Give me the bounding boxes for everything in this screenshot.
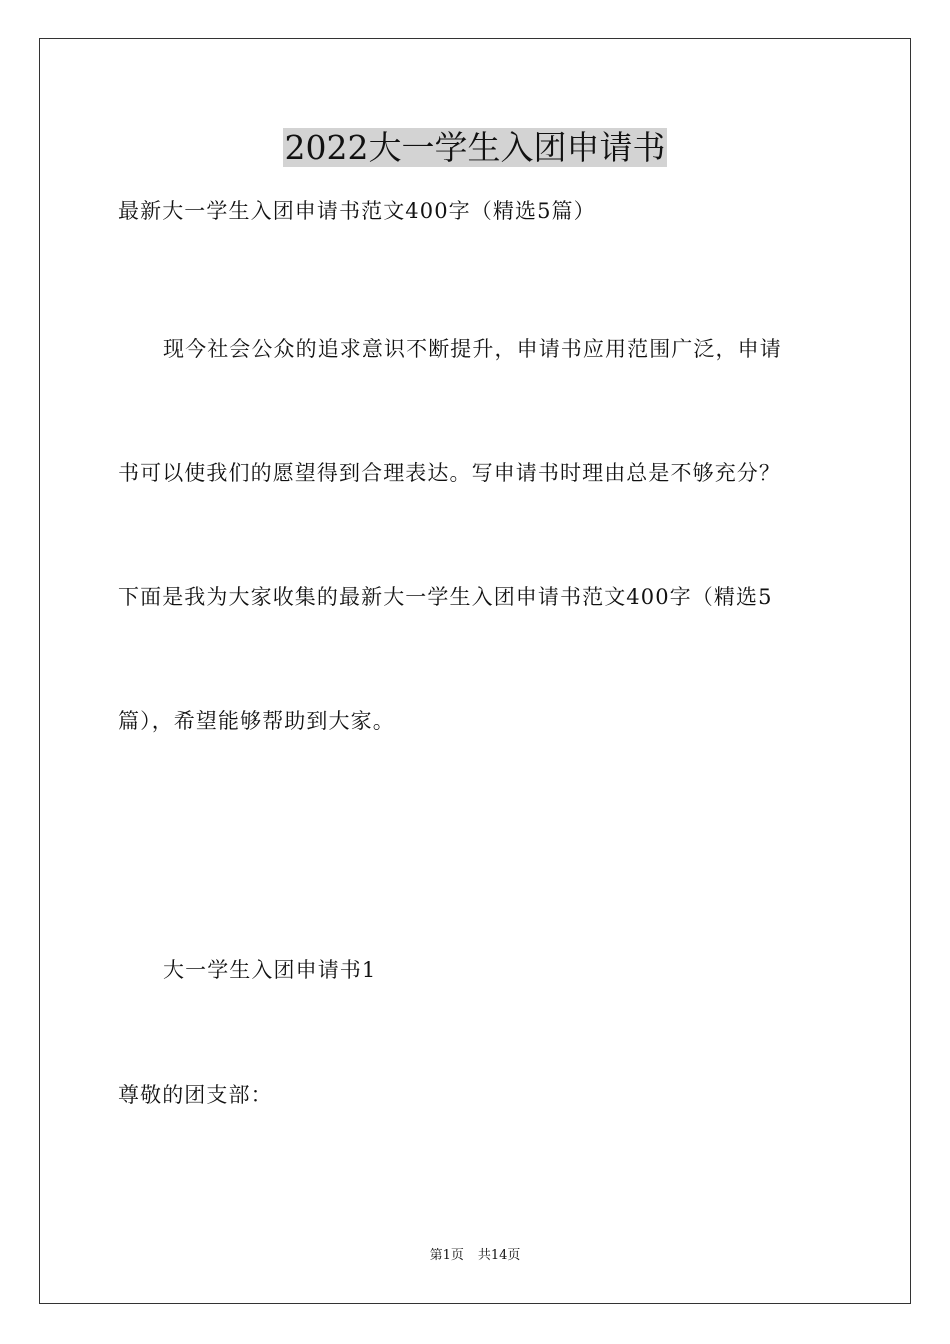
intro-line-1: 现今社会公众的追求意识不断提升，申请书应用范围广泛，申请 — [163, 337, 782, 361]
page-number-total: 共14页 — [477, 1248, 521, 1263]
page-number-current: 第1页 — [429, 1248, 464, 1263]
intro-line-3: 下面是我为大家收集的最新大一学生入团申请书范文400字（精选5 — [118, 585, 773, 609]
page-border — [39, 38, 911, 1304]
section-heading: 大一学生入团申请书1 — [163, 958, 377, 982]
salutation: 尊敬的团支部： — [118, 1083, 273, 1107]
page-footer — [0, 1247, 950, 1265]
document-title — [0, 124, 950, 172]
intro-line-4: 篇），希望能够帮助到大家。 — [118, 709, 395, 733]
document-subtitle: 最新大一学生入团申请书范文400字（精选5篇） — [118, 199, 596, 223]
document-title-text: 2022大一学生入团申请书 — [284, 128, 666, 167]
intro-line-2: 书可以使我们的愿望得到合理表达。写申请书时理由总是不够充分？ — [118, 461, 781, 485]
